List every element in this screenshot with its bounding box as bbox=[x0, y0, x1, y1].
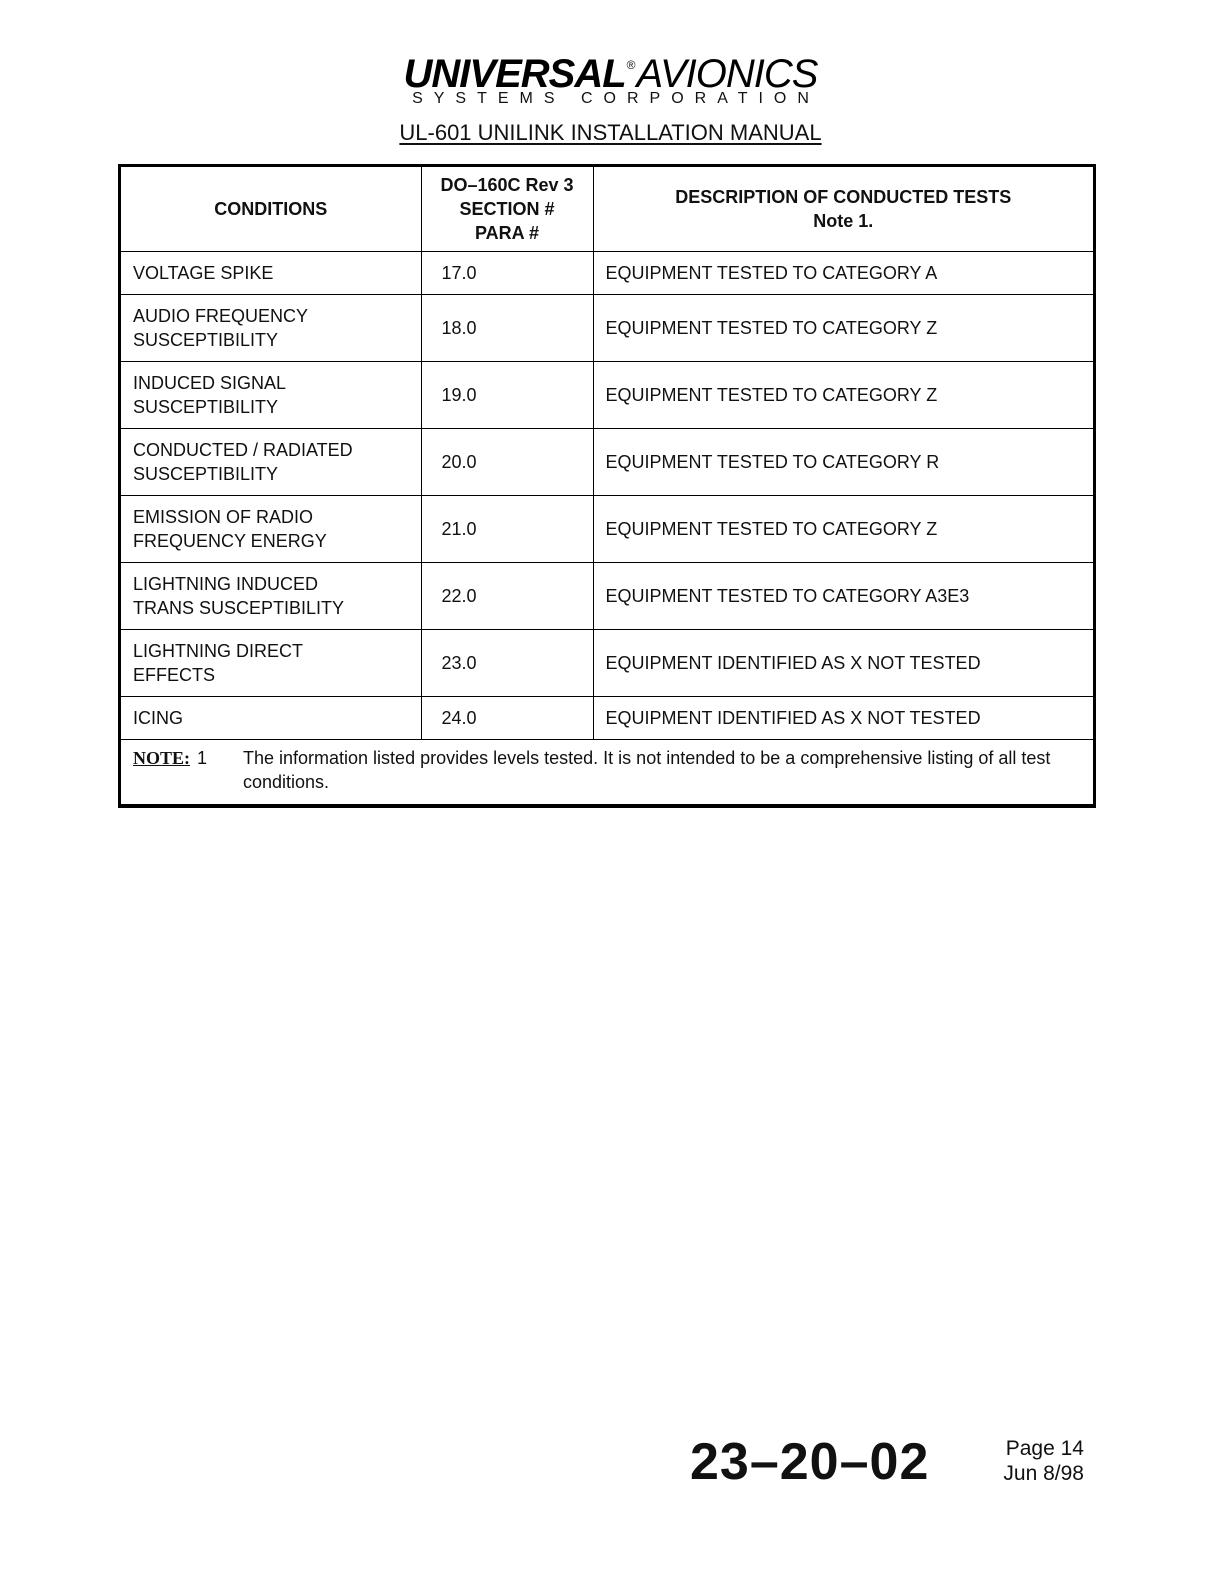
logo-registered-mark: ® bbox=[626, 58, 636, 72]
condition-line2: SUSCEPTIBILITY bbox=[133, 397, 279, 417]
logo-subtitle: SYSTEMS CORPORATION bbox=[412, 90, 820, 107]
note-label: NOTE: bbox=[133, 748, 191, 768]
cell-condition bbox=[121, 563, 421, 630]
cell-description: EQUIPMENT TESTED TO CATEGORY Z bbox=[593, 362, 1093, 429]
condition-line2: TRANS SUSCEPTIBILITY bbox=[133, 598, 345, 618]
header-section-line3: PARA # bbox=[474, 223, 539, 243]
logo-brand-bold: UNIVERSAL bbox=[403, 52, 626, 96]
header-conditions bbox=[121, 167, 421, 252]
table-header-row bbox=[121, 167, 1093, 252]
cell-condition bbox=[121, 362, 421, 429]
note-number: 1 bbox=[197, 748, 208, 768]
note-cell bbox=[121, 740, 1093, 805]
condition-line1: LIGHTNING INDUCED bbox=[133, 574, 319, 594]
header-description-line1: DESCRIPTION OF CONDUCTED TESTS bbox=[675, 187, 1012, 207]
cell-para: 21.0 bbox=[421, 496, 593, 563]
condition-line1: INDUCED SIGNAL bbox=[133, 373, 287, 393]
header-description bbox=[593, 167, 1093, 252]
cell-condition bbox=[121, 295, 421, 362]
cell-para: 17.0 bbox=[421, 252, 593, 295]
document-number: 23–20–02 bbox=[690, 1433, 930, 1491]
cell-condition bbox=[121, 697, 421, 740]
condition-line1: EMISSION OF RADIO bbox=[133, 507, 314, 527]
cell-description: EQUIPMENT TESTED TO CATEGORY A bbox=[593, 252, 1093, 295]
table bbox=[121, 167, 1093, 805]
cell-condition bbox=[121, 252, 421, 295]
condition-line2: SUSCEPTIBILITY bbox=[133, 464, 279, 484]
table-note-row bbox=[121, 740, 1093, 805]
cell-para: 19.0 bbox=[421, 362, 593, 429]
header-section bbox=[421, 167, 593, 252]
cell-para: 20.0 bbox=[421, 429, 593, 496]
note-text: The information listed provides levels tested. It is not intended to be a comprehensive listing of all test conditions. bbox=[243, 748, 1051, 792]
cell-para: 22.0 bbox=[421, 563, 593, 630]
table-row bbox=[121, 496, 1093, 563]
cell-description: EQUIPMENT IDENTIFIED AS X NOT TESTED bbox=[593, 630, 1093, 697]
condition-line1: LIGHTNING DIRECT bbox=[133, 641, 304, 661]
page-info bbox=[988, 1436, 1084, 1486]
cell-condition bbox=[121, 429, 421, 496]
cell-description: EQUIPMENT TESTED TO CATEGORY Z bbox=[593, 295, 1093, 362]
test-conditions-table bbox=[118, 164, 1096, 808]
table-row bbox=[121, 630, 1093, 697]
condition-line1: AUDIO FREQUENCY bbox=[133, 306, 309, 326]
cell-description: EQUIPMENT TESTED TO CATEGORY R bbox=[593, 429, 1093, 496]
condition-line1: VOLTAGE SPIKE bbox=[133, 263, 274, 283]
manual-title-text: UL-601 UNILINK INSTALLATION MANUAL bbox=[399, 120, 822, 145]
cell-description: EQUIPMENT TESTED TO CATEGORY Z bbox=[593, 496, 1093, 563]
condition-line2: EFFECTS bbox=[133, 665, 216, 685]
cell-description: EQUIPMENT IDENTIFIED AS X NOT TESTED bbox=[593, 697, 1093, 740]
header-description-line2: Note 1. bbox=[813, 211, 874, 231]
condition-line2: SUSCEPTIBILITY bbox=[133, 330, 279, 350]
cell-para: 24.0 bbox=[421, 697, 593, 740]
cell-description: EQUIPMENT TESTED TO CATEGORY A3E3 bbox=[593, 563, 1093, 630]
header-section-line1: DO–160C Rev 3 bbox=[440, 175, 574, 195]
cell-condition bbox=[121, 630, 421, 697]
table-row bbox=[121, 362, 1093, 429]
table-row bbox=[121, 252, 1093, 295]
page-number: Page 14 bbox=[1005, 1437, 1084, 1460]
logo-brand-light: AVIONICS bbox=[636, 52, 818, 96]
header-conditions-label: CONDITIONS bbox=[214, 199, 328, 219]
table-row bbox=[121, 563, 1093, 630]
table-row bbox=[121, 697, 1093, 740]
table-row bbox=[121, 429, 1093, 496]
table-row bbox=[121, 295, 1093, 362]
condition-line1: CONDUCTED / RADIATED bbox=[133, 440, 353, 460]
note bbox=[133, 746, 1079, 794]
condition-line2: FREQUENCY ENERGY bbox=[133, 531, 327, 551]
header-section-line2: SECTION # bbox=[459, 199, 555, 219]
cell-para: 18.0 bbox=[421, 295, 593, 362]
manual-title bbox=[0, 120, 1221, 146]
condition-line1: ICING bbox=[133, 708, 184, 728]
revision-date: Jun 8/98 bbox=[1003, 1462, 1084, 1485]
cell-condition bbox=[121, 496, 421, 563]
cell-para: 23.0 bbox=[421, 630, 593, 697]
